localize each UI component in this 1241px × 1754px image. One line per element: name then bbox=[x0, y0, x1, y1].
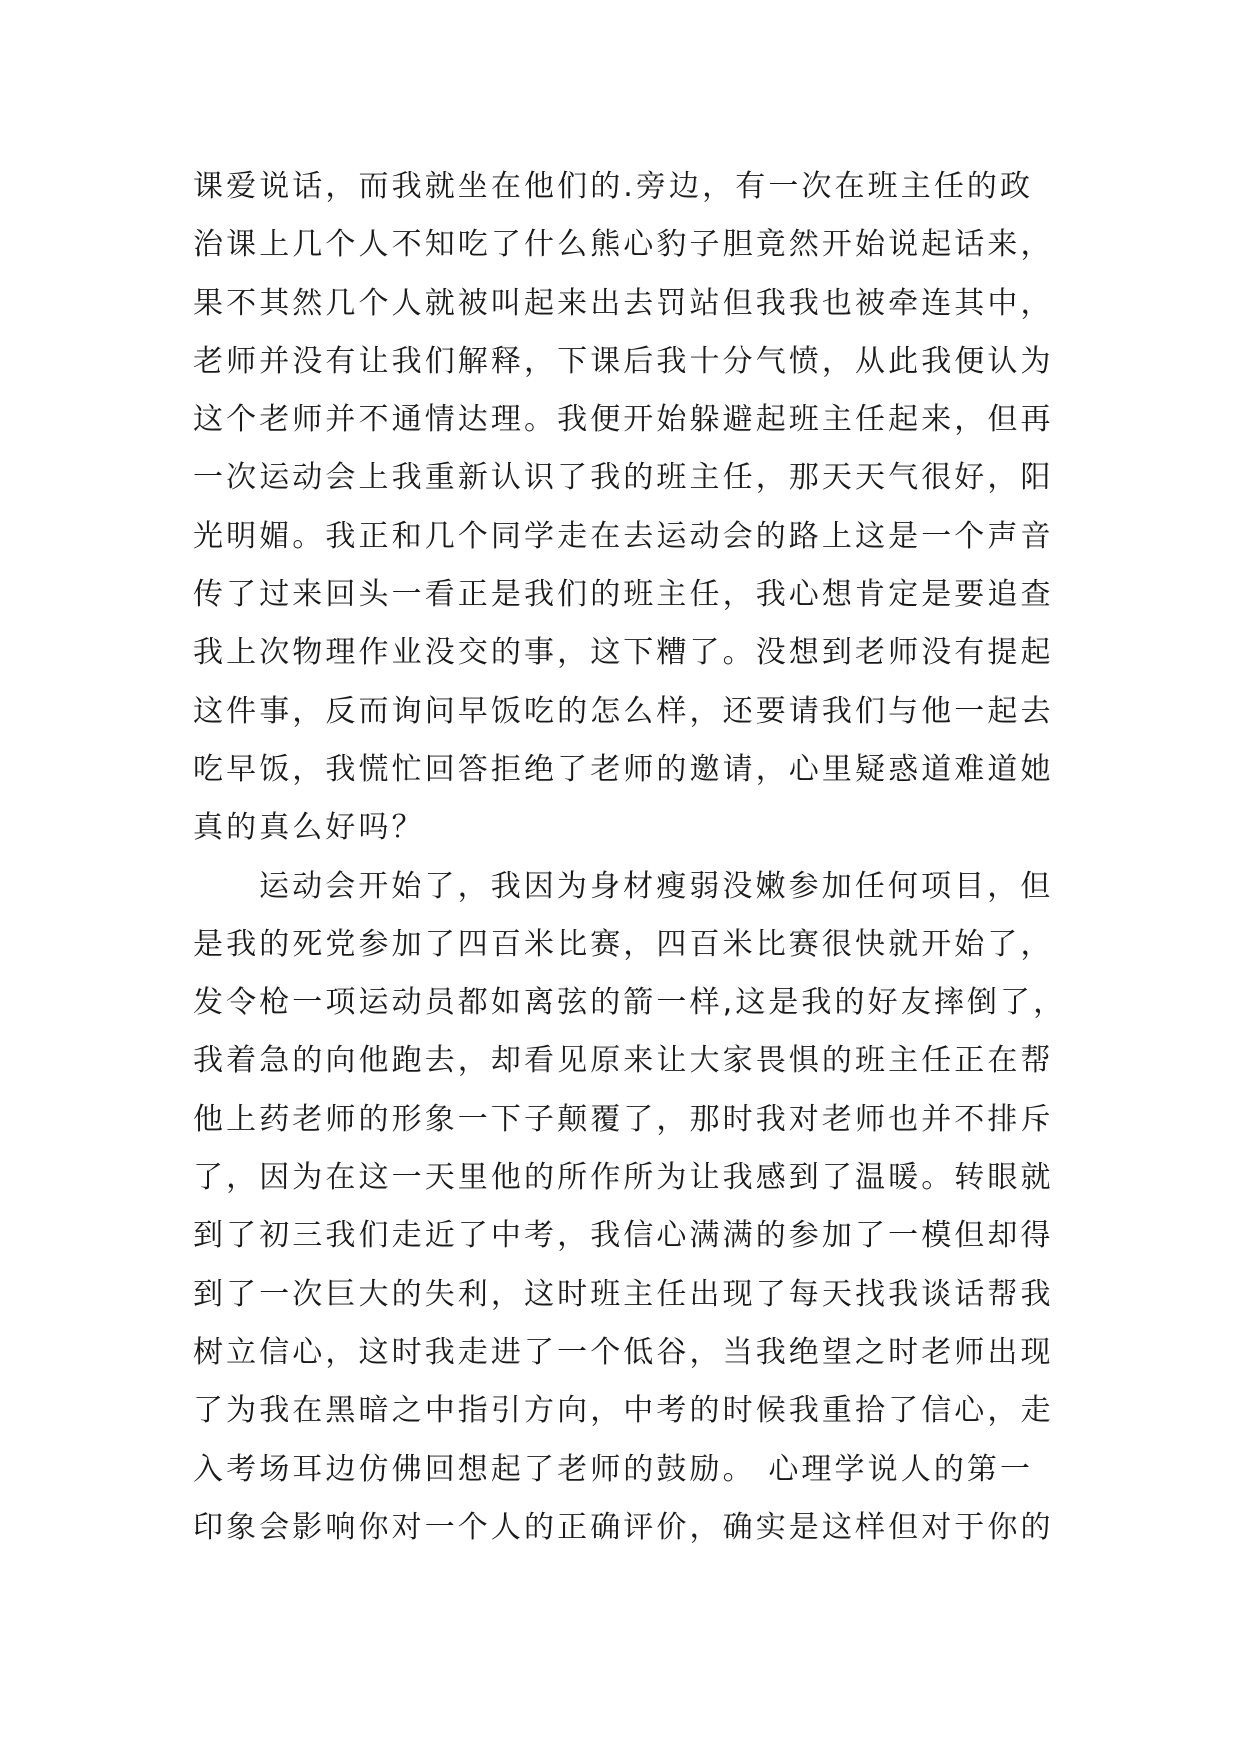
text-line: 果不其然几个人就被叫起来出去罚站但我我也被牵连其中， bbox=[193, 285, 1054, 321]
paragraph-1 bbox=[193, 158, 1053, 858]
text-line: 这个老师并不通情达理。我便开始躲避起班主任起来，但再 bbox=[193, 402, 1054, 438]
text-line: 印象会影响你对一个人的正确评价，确实是这样但对于你的 bbox=[193, 1509, 1054, 1545]
text-line: 吃早饭，我慌忙回答拒绝了老师的邀请，心里疑惑道难道她 bbox=[193, 751, 1054, 787]
text-line: 我着急的向他跑去，却看见原来让大家畏惧的班主任正在帮 bbox=[193, 1043, 1054, 1079]
text-line: 发令枪一项运动员都如离弦的箭一样,这是我的好友摔倒了， bbox=[193, 985, 1067, 1021]
text-line: 运动会开始了，我因为身材瘦弱没嫩参加任何项目，但 bbox=[259, 868, 1054, 904]
text-line: 这件事，反而询问早饭吃的怎么样，还要请我们与他一起去 bbox=[193, 693, 1054, 729]
text-line: 树立信心，这时我走进了一个低谷，当我绝望之时老师出现 bbox=[193, 1334, 1054, 1370]
text-line: 光明媚。我正和几个同学走在去运动会的路上这是一个声音 bbox=[193, 518, 1054, 554]
text-line: 治课上几个人不知吃了什么熊心豹子胆竟然开始说起话来， bbox=[193, 227, 1054, 263]
text-line: 课爱说话，而我就坐在他们的.旁边，有一次在班主任的政 bbox=[193, 169, 1034, 204]
text-line: 我上次物理作业没交的事，这下糟了。没想到老师没有提起 bbox=[193, 635, 1054, 671]
text-line: 入考场耳边仿佛回想起了老师的鼓励。 心理学说人的第一 bbox=[193, 1451, 1034, 1487]
text-line: 了为我在黑暗之中指引方向，中考的时候我重拾了信心，走 bbox=[193, 1393, 1054, 1429]
text-line: 了，因为在这一天里他的所作所为让我感到了温暖。转眼就 bbox=[193, 1160, 1054, 1196]
text-line: 传了过来回头一看正是我们的班主任，我心想肯定是要追查 bbox=[193, 577, 1054, 613]
text-line: 真的真么好吗？ bbox=[193, 810, 425, 846]
text-line: 到了一次巨大的失利，这时班主任出现了每天找我谈话帮我 bbox=[193, 1276, 1054, 1312]
text-line: 是我的死党参加了四百米比赛，四百米比赛很快就开始了， bbox=[193, 926, 1054, 962]
text-line: 到了初三我们走近了中考，我信心满满的参加了一模但却得 bbox=[193, 1218, 1054, 1254]
paragraph-2 bbox=[193, 858, 1067, 1558]
text-line: 老师并没有让我们解释，下课后我十分气愤，从此我便认为 bbox=[193, 343, 1054, 379]
text-line: 一次运动会上我重新认识了我的班主任，那天天气很好，阳 bbox=[193, 460, 1054, 496]
document-body bbox=[193, 158, 1067, 1557]
text-line: 他上药老师的形象一下子颠覆了，那时我对老师也并不排斥 bbox=[193, 1101, 1054, 1137]
